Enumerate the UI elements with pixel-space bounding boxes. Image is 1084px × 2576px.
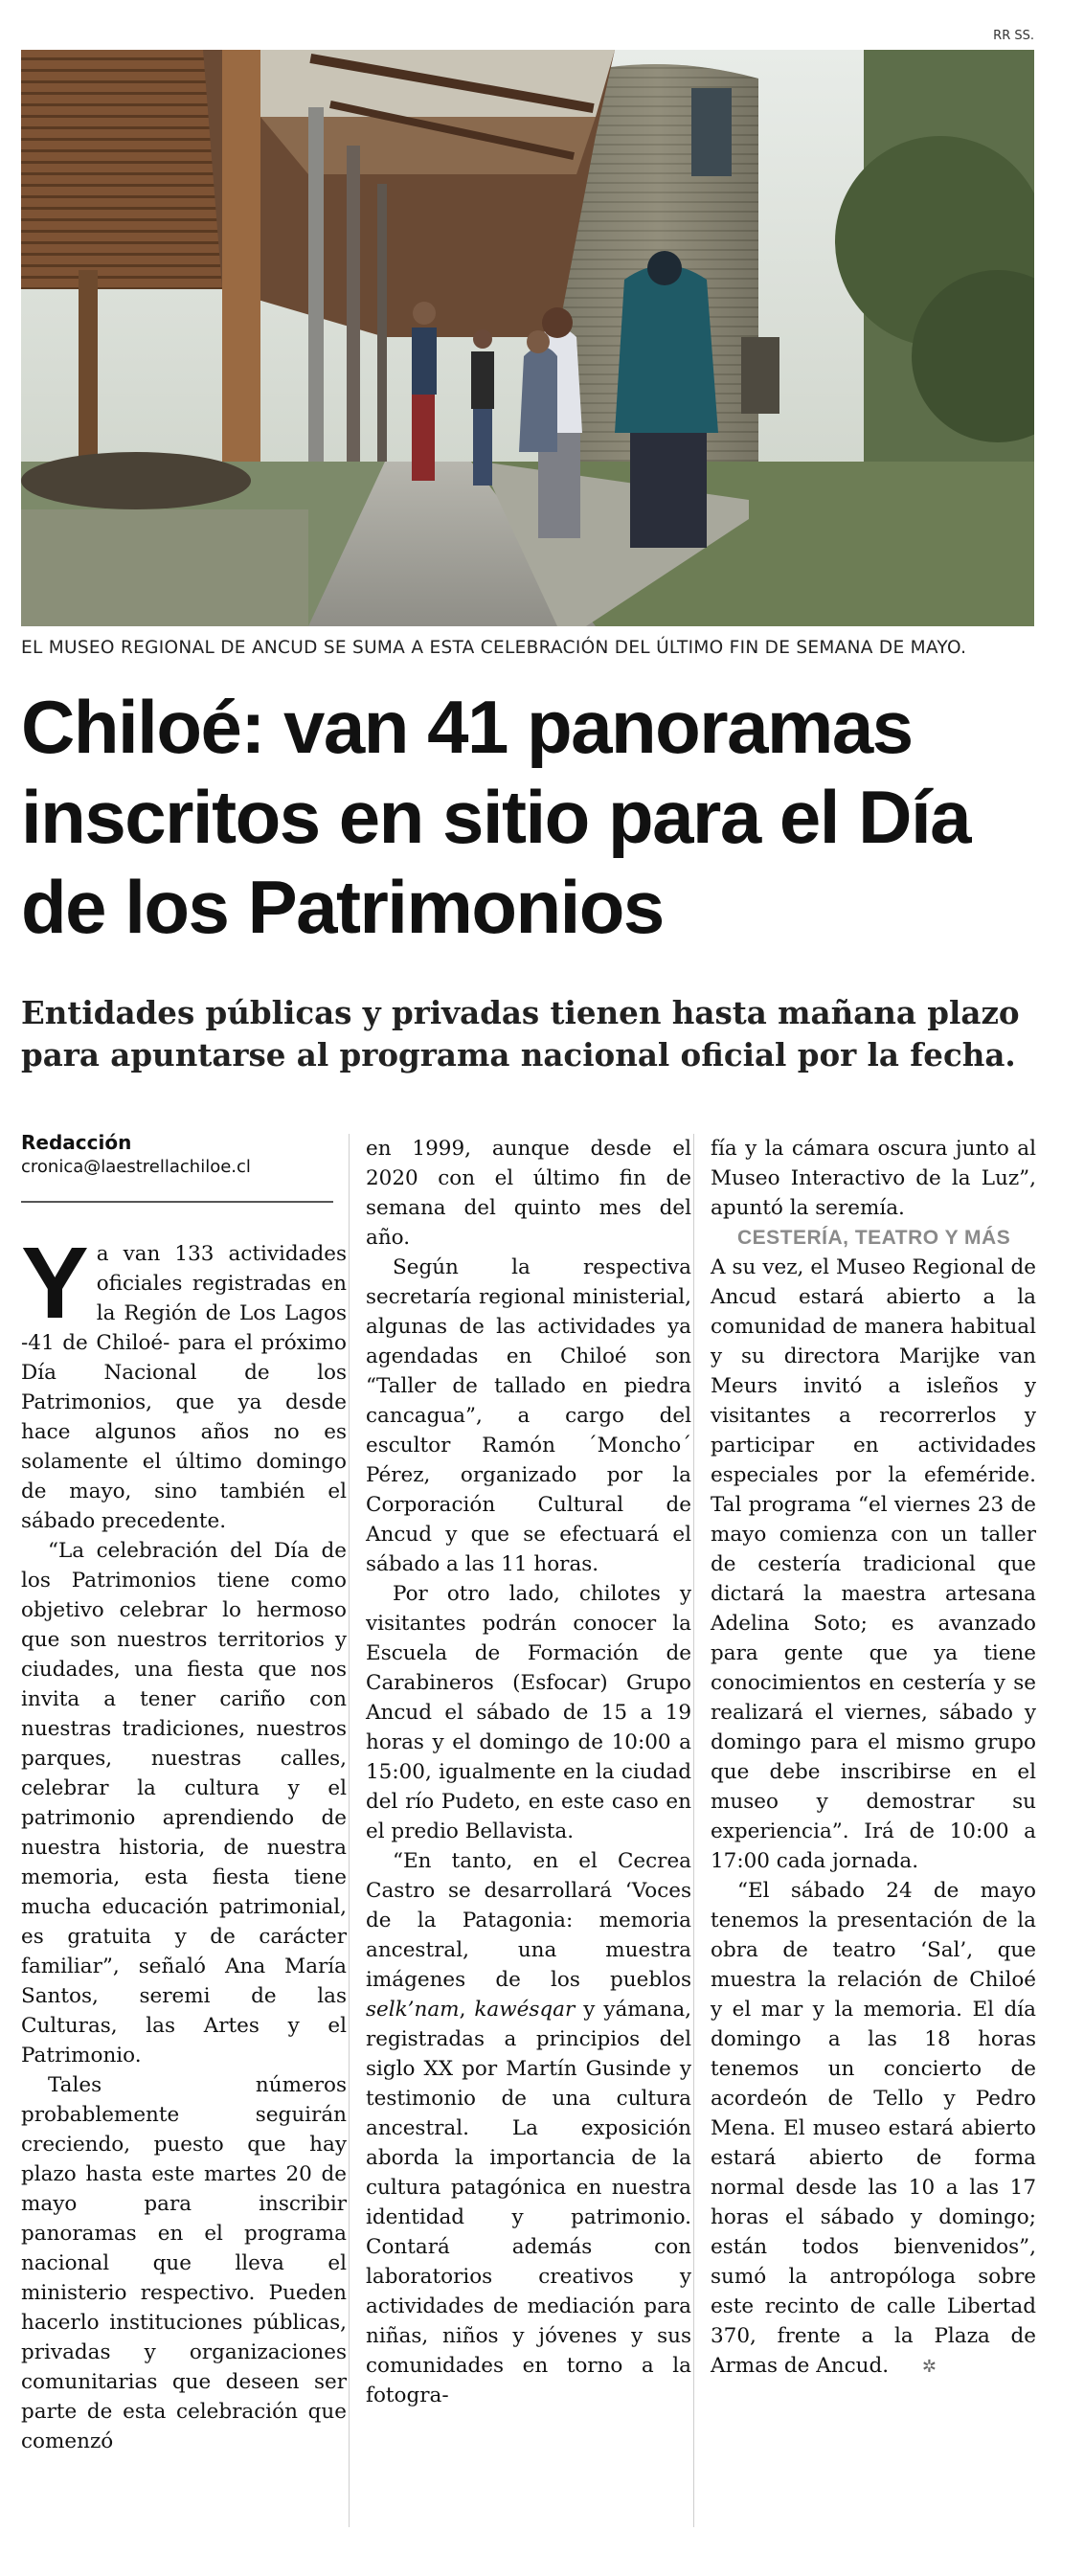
paragraph: A su vez, el Museo Regional de Ancud estará abierto a la comunidad de manera habitual y su directora Marijke van Meurs invitó a isleños y visitantes a recorrerlos y participar en actividades especiales por la efeméride. Tal programa “el viernes 23 de mayo comienza con un taller de cestería tradicional que dictará la maestra artesana Adelina Soto; es avanzado para gente que ya tiene conocimientos en cestería y se realizará el viernes, sábado y domingo para el mismo grupo que debe inscribirse en el museo y demostrar su experiencia”. Irá de 10:00 a 17:00 cada jornada.	[711, 1255, 1036, 1873]
photo-caption: EL MUSEO REGIONAL DE ANCUD SE SUMA A ESTA CELEBRACIÓN DEL ÚLTIMO FIN DE SEMANA DE MAYO.	[21, 638, 967, 658]
byline-author: Redacción	[21, 1131, 132, 1154]
museum-photo-illustration	[21, 50, 1034, 626]
italic-term: selk’nam	[366, 1998, 460, 2022]
paragraph: fía y la cámara oscura junto al Museo Interactivo de la Luz”, apuntó la seremía.	[711, 1137, 1036, 1220]
section-subhead: CESTERÍA, TEATRO Y MÁS	[737, 1227, 1011, 1249]
paragraph-text: ,	[459, 1998, 475, 2022]
end-mark-icon: ✲	[921, 2357, 937, 2377]
paragraph	[21, 1227, 347, 1536]
page-signature: RR SS.	[993, 29, 1034, 43]
headline: Chiloé: van 41 panoramas inscritos en sitio para el Día de los Patrimonios	[21, 685, 971, 949]
paragraph-text: a van 133 actividades oficiales registradas en la Región de Los Lagos -41 de Chiloé- para el próximo Día Nacional de los Patrimonios, que ya desde hace algunos años no es solamente el último domingo de mayo, sino también el sábado precedente.	[21, 1242, 347, 1533]
paragraph: Por otro lado, chilotes y visitantes podrán conocer la Escuela de Formación de Carabineros (Esfocar) Grupo Ancud el sábado de 15 a 19 horas y el domingo de 10:00 a 15:00, igualmente en la ciudad del río Pudeto, en este caso en el predio Bellavista.	[366, 1582, 691, 1843]
italic-term: kawésqar	[474, 1998, 576, 2022]
dropcap: Y	[21, 1227, 89, 1340]
paragraph-text: y yámana, registradas a principios del siglo XX por Martín Gusinde y testimonio de una cultura ancestral. La exposición aborda la importancia de la cultura patagónica en nuestra identidad y patrimonio. Contará además con laboratorios creativos y actividades de mediación para niñas, niños y jóvenes y sus comunidades en torno a la fotogra-	[366, 1998, 692, 2407]
paragraph: “La celebración del Día de los Patrimonios tiene como objetivo celebrar lo hermoso que son nuestros territorios y ciudades, una fiesta que nos invita a tener cariño con nuestras tradiciones, nuestros parques, nuestras calles, celebrar la cultura y el patrimonio aprendiendo de nuestra historia, de nuestra memoria, esta fiesta tiene mucha educación patrimonial, es gratuita y de carácter familiar”, señaló Ana María Santos, seremi de las Culturas, las Artes y el Patrimonio.	[21, 1539, 347, 2068]
column-divider	[349, 1134, 350, 2527]
deck: Entidades públicas y privadas tienen hasta mañana plazo para apuntarse al programa nacional oficial por la fecha.	[21, 994, 1020, 1073]
column-2	[366, 1134, 691, 2410]
paragraph: Tales números probablemente seguirán creciendo, puesto que hay plazo hasta este martes 20 de mayo para inscribir panoramas en el programa nacional que lleva el ministerio respectivo. Pueden hacerlo instituciones públicas, privadas y organizaciones comunitarias que deseen ser parte de esta celebración que comenzó	[21, 2073, 347, 2453]
paragraph-text: “En tanto, en el Cecrea Castro se desarrollará ‘Voces de la Patagonia: memoria ancestral, una muestra imágenes de los pueblos	[366, 1849, 691, 1992]
paragraph	[711, 1876, 1036, 2382]
article-photo	[21, 50, 1034, 626]
paragraph	[366, 1846, 691, 2410]
column-divider	[693, 1134, 694, 2527]
paragraph: Según la respectiva secretaría regional ministerial, algunas de las actividades ya agendadas en Chiloé son “Taller de tallado en piedra cancagua”, a cargo del escultor Ramón ´Moncho´ Pérez, organizado por la Corporación Cultural de Ancud y que se efectuará el sábado a las 11 horas.	[366, 1255, 691, 1576]
byline	[21, 1130, 337, 1180]
paragraph-text: “El sábado 24 de mayo tenemos la presentación de la obra de teatro ‘Sal’, que muestra la relación de Chiloé y el mar y la memoria. El día domingo a las 18 horas tenemos un concierto de acordeón de Tello y Pedro Mena. El museo estará abierto estará abierto de forma normal desde las 10 a las 17 horas el sábado y domingo; están todos bienvenidos”, sumó la antropóloga sobre este recinto de calle Libertad 370, frente a la Plaza de Armas de Ancud.	[711, 1879, 1036, 2378]
byline-rule	[21, 1201, 333, 1203]
byline-email[interactable]: cronica@laestrellachiloe.cl	[21, 1157, 251, 1177]
paragraph: en 1999, aunque desde el 2020 con el último fin de semana del quinto mes del año.	[366, 1137, 691, 1250]
column-1	[21, 1227, 347, 2456]
column-3	[711, 1134, 1036, 2382]
